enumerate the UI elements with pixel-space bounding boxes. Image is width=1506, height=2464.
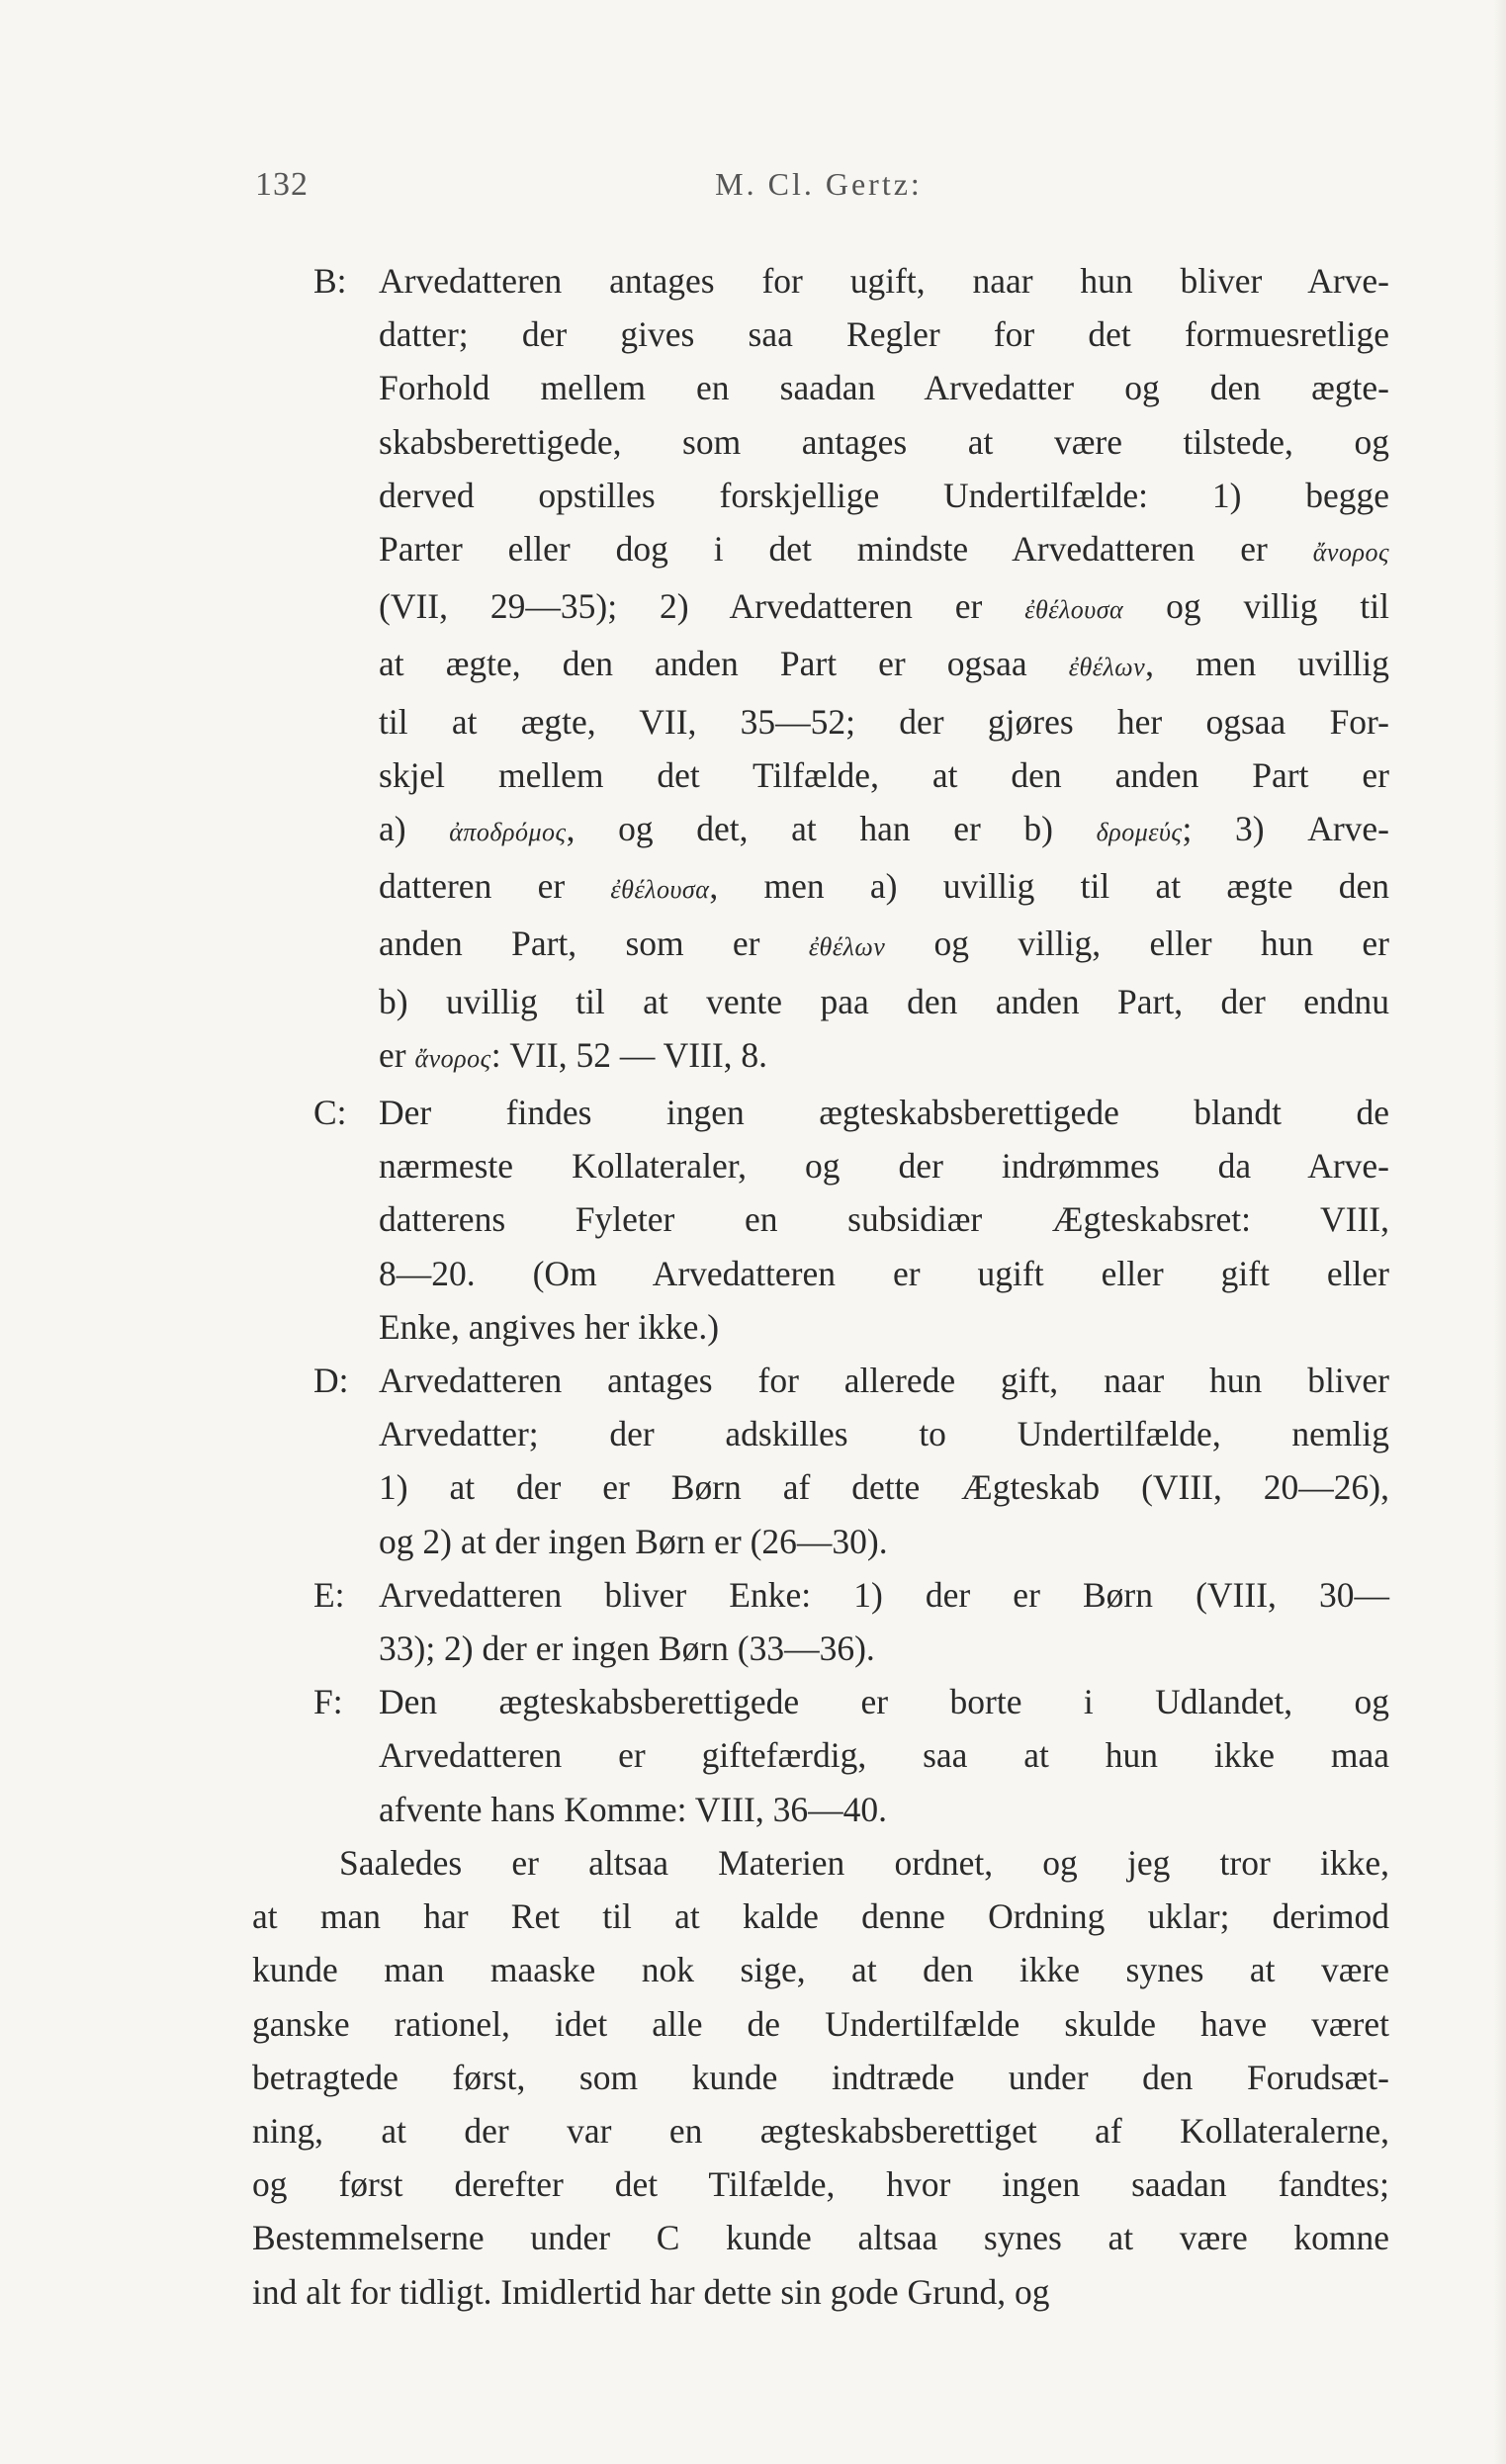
text-segment: Arvedatteren antages for ugift, naar hun bliver Arve- (379, 261, 1389, 301)
running-head: M. Cl. Gertz: (715, 166, 923, 202)
page-edge (1494, 0, 1506, 2464)
greek-term: ἀποδρόμος (449, 818, 567, 847)
text-line (379, 308, 1389, 361)
text-segment: derved opstilles forskjellige Undertilfælde: 1) begge (379, 475, 1389, 515)
greek-term: ἄνορος (414, 1043, 491, 1073)
text-segment: (VII, 29—35); 2) Arvedatteren er (379, 586, 1025, 627)
text-line (379, 254, 1389, 308)
text-line (379, 1247, 1389, 1300)
text-line (379, 1515, 1389, 1568)
text-line (379, 1300, 1389, 1354)
text-segment: at ægte, den anden Part er ogsaa (379, 644, 1069, 684)
text-segment: nærmeste Kollateraler, og der indrømmes da Arve- (379, 1146, 1389, 1187)
text-segment: a) (379, 809, 450, 849)
text-line (379, 1783, 1389, 1836)
greek-term: ἐθέλουσα (1024, 595, 1124, 625)
item-letter: E: (313, 1574, 345, 1615)
paragraph-line: Saaledes er altsaa Materien ordnet, og jeg tror ikke, (339, 1842, 1389, 1883)
list-item (252, 1675, 1389, 1836)
text-line (379, 469, 1389, 522)
text-segment: Arvedatteren bliver Enke: 1) der er Børn (VIII, 30— (379, 1574, 1389, 1615)
text-segment: og villig til (1123, 586, 1389, 627)
text-line (379, 859, 1389, 917)
greek-term: ἐθέλων (808, 932, 886, 962)
item-letter: C: (313, 1093, 347, 1133)
paragraph-line: Bestemmelserne under C kunde altsaa synes at være komne (252, 2218, 1389, 2258)
text-line (379, 1568, 1389, 1622)
text-segment: , men a) uvillig til at ægte den (709, 866, 1389, 907)
greek-term: ἐθέλων (1068, 653, 1146, 682)
text-segment: b) uvillig til at vente paa den anden Part, der endnu (379, 981, 1389, 1021)
text-line (379, 1407, 1389, 1460)
paragraph-line: og først derefter det Tilfælde, hvor ingen saadan fandtes; (252, 2164, 1389, 2205)
text-segment: Der findes ingen ægteskabsberettigede blandt de (379, 1093, 1389, 1133)
greek-term: δρομεύς (1096, 818, 1183, 847)
text-line (379, 1622, 1389, 1675)
text-line (379, 1139, 1389, 1192)
paragraph-line: ind alt for tidligt. Imidlertid har dette sin gode Grund, og (252, 2271, 1050, 2312)
paragraph-line: betragtede først, som kunde indtræde under den Forudsæt- (252, 2057, 1389, 2097)
paragraph (252, 1836, 1389, 2319)
list-item (252, 254, 1389, 1086)
text-line (379, 1728, 1389, 1782)
body-text (252, 254, 1389, 2319)
text-segment: datter; der gives saa Regler for det formuesretlige (379, 314, 1389, 355)
text-line (379, 1086, 1389, 1139)
paragraph-line: ning, at der var en ægteskabsberettiget af Kollateralerne, (252, 2110, 1389, 2151)
text-segment: , og det, at han er b) (566, 809, 1097, 849)
item-letter: B: (313, 261, 347, 301)
greek-term: ἐθέλουσα (610, 875, 710, 905)
list-item (252, 1086, 1389, 1354)
text-segment: datteren er (379, 866, 611, 907)
item-letter: D: (313, 1361, 349, 1401)
text-segment: skjel mellem det Tilfælde, at den anden Part er (379, 754, 1389, 795)
item-letter: F: (313, 1682, 343, 1722)
text-line (379, 361, 1389, 414)
text-segment: til at ægte, VII, 35—52; der gjøres her ogsaa For- (379, 701, 1389, 742)
text-line (379, 975, 1389, 1028)
text-segment: er (379, 1034, 415, 1075)
text-line (379, 748, 1389, 802)
text-line (379, 917, 1389, 974)
text-segment: ; 3) Arve- (1182, 809, 1389, 849)
text-line (379, 522, 1389, 579)
text-line (379, 1354, 1389, 1407)
paragraph-line: kunde man maaske nok sige, at den ikke synes at være (252, 1950, 1389, 1990)
item-list (252, 254, 1389, 1836)
text-segment: anden Part, som er (379, 924, 809, 964)
page-number: 132 (255, 166, 309, 203)
text-segment: 33); 2) der er ingen Børn (33—36). (379, 1628, 875, 1669)
paragraph-line: at man har Ret til at kalde denne Ordning uklar; derimod (252, 1896, 1389, 1937)
text-segment: Arvedatteren antages for allerede gift, naar hun bliver (379, 1361, 1389, 1401)
text-line (379, 637, 1389, 694)
page-header (255, 166, 1392, 206)
text-line (379, 1192, 1389, 1246)
text-line (379, 579, 1389, 637)
text-line (379, 802, 1389, 859)
text-segment: 1) at der er Børn af dette Ægteskab (VIII, 20—26), (379, 1467, 1389, 1508)
text-segment: datterens Fyleter en subsidiær Ægteskabsret: VIII, (379, 1199, 1389, 1240)
text-segment: og villig, eller hun er (885, 924, 1389, 964)
text-segment: skabsberettigede, som antages at være tilstede, og (379, 421, 1389, 462)
text-segment: , men uvillig (1145, 644, 1389, 684)
text-line (379, 1460, 1389, 1514)
text-segment: Parter eller dog i det mindste Arvedatteren er (379, 529, 1313, 570)
text-segment: Den ægteskabsberettigede er borte i Udlandet, og (379, 1682, 1389, 1722)
text-segment: og 2) at der ingen Børn er (26—30). (379, 1521, 888, 1561)
text-segment: 8—20. (Om Arvedatteren er ugift eller gift eller (379, 1253, 1389, 1293)
list-item (252, 1568, 1389, 1675)
text-segment: Arvedatteren er giftefærdig, saa at hun ikke maa (379, 1735, 1389, 1776)
text-line (379, 415, 1389, 469)
text-segment: : VII, 52 — VIII, 8. (490, 1034, 768, 1075)
text-segment: Forhold mellem en saadan Arvedatter og den ægte- (379, 368, 1389, 408)
text-segment: Enke, angives her ikke.) (379, 1306, 720, 1347)
text-line (379, 1028, 1389, 1086)
list-item (252, 1354, 1389, 1568)
text-line (379, 695, 1389, 748)
text-segment: Arvedatter; der adskilles to Undertilfælde, nemlig (379, 1414, 1389, 1454)
text-line (379, 1675, 1389, 1728)
greek-term: ἄνορος (1312, 538, 1389, 568)
paragraph-line: ganske rationel, idet alle de Undertilfælde skulde have været (252, 2003, 1389, 2044)
text-segment: afvente hans Komme: VIII, 36—40. (379, 1789, 887, 1829)
